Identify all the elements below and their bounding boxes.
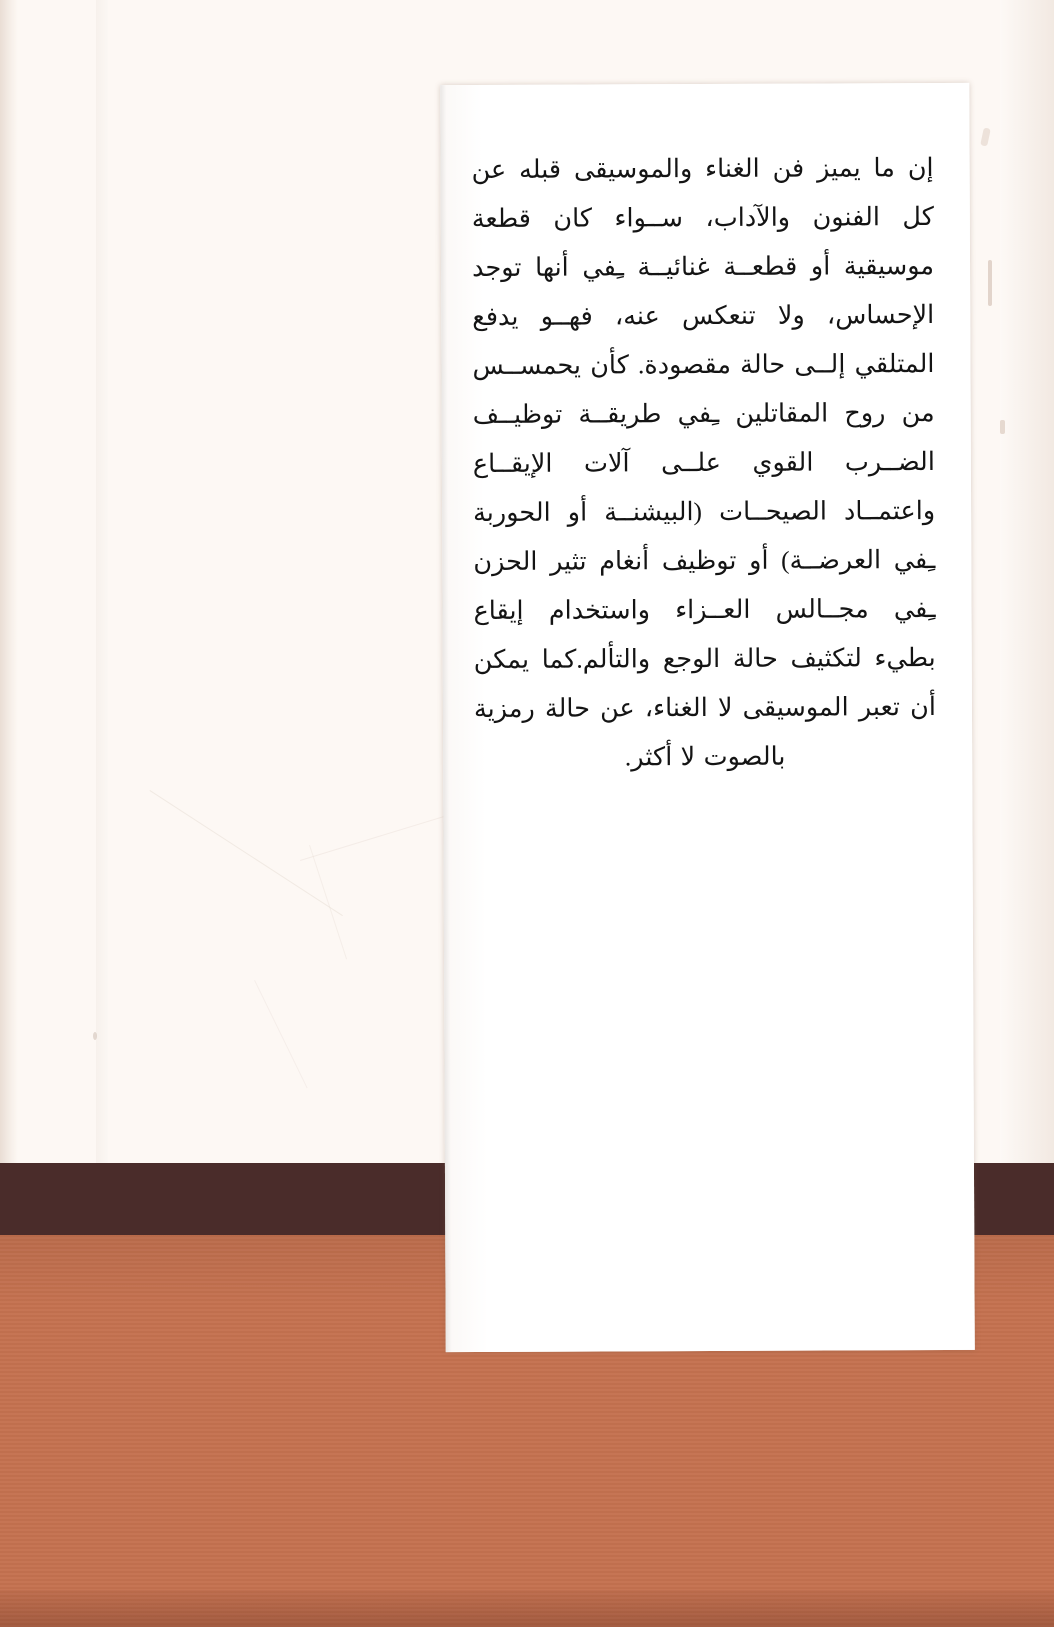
scan-edge-mark-right-upper xyxy=(988,260,992,306)
scan-speck-1 xyxy=(93,1032,97,1040)
scan-edge-mark-right-lower xyxy=(1000,420,1005,434)
book-page-sheet xyxy=(440,83,975,1352)
page-body-text: إن ما يميز فن الغناء والموسيقى قبله عن كل الفنون والآداب، ســواء كان قطعة موسيقية أو قطعــة غنائيــة ـِفي أنها توجد الإحساس، ولا تنعكس عنه، فهــو يدفع المتلقي إلــى حالة مقصودة. كأن يحمســس من روح المقاتلين ـِفي طريقــة توظيــف الضــرب القوي علــى آلات الإيقــاع واعتمــاد الصيحــات (البيشنــة أو الحوربة ـِفي العرضــة) أو توظيف أنغام تثير الحزن ـِفي مجــالس العــزاء واستخدام إيقاع بطيء لتكثيف حالة الوجع والتألم.كما يمكن أن تعبر الموسيقى لا الغناء، عن حالة رمزية بالصوت لا أكثر. xyxy=(471,153,937,772)
scan-left-inner-strip xyxy=(96,0,108,1163)
scan-right-edge-strip xyxy=(1000,0,1054,1163)
cover-bottom-shadow xyxy=(0,1590,1054,1627)
scan-left-edge-strip xyxy=(0,0,18,1163)
